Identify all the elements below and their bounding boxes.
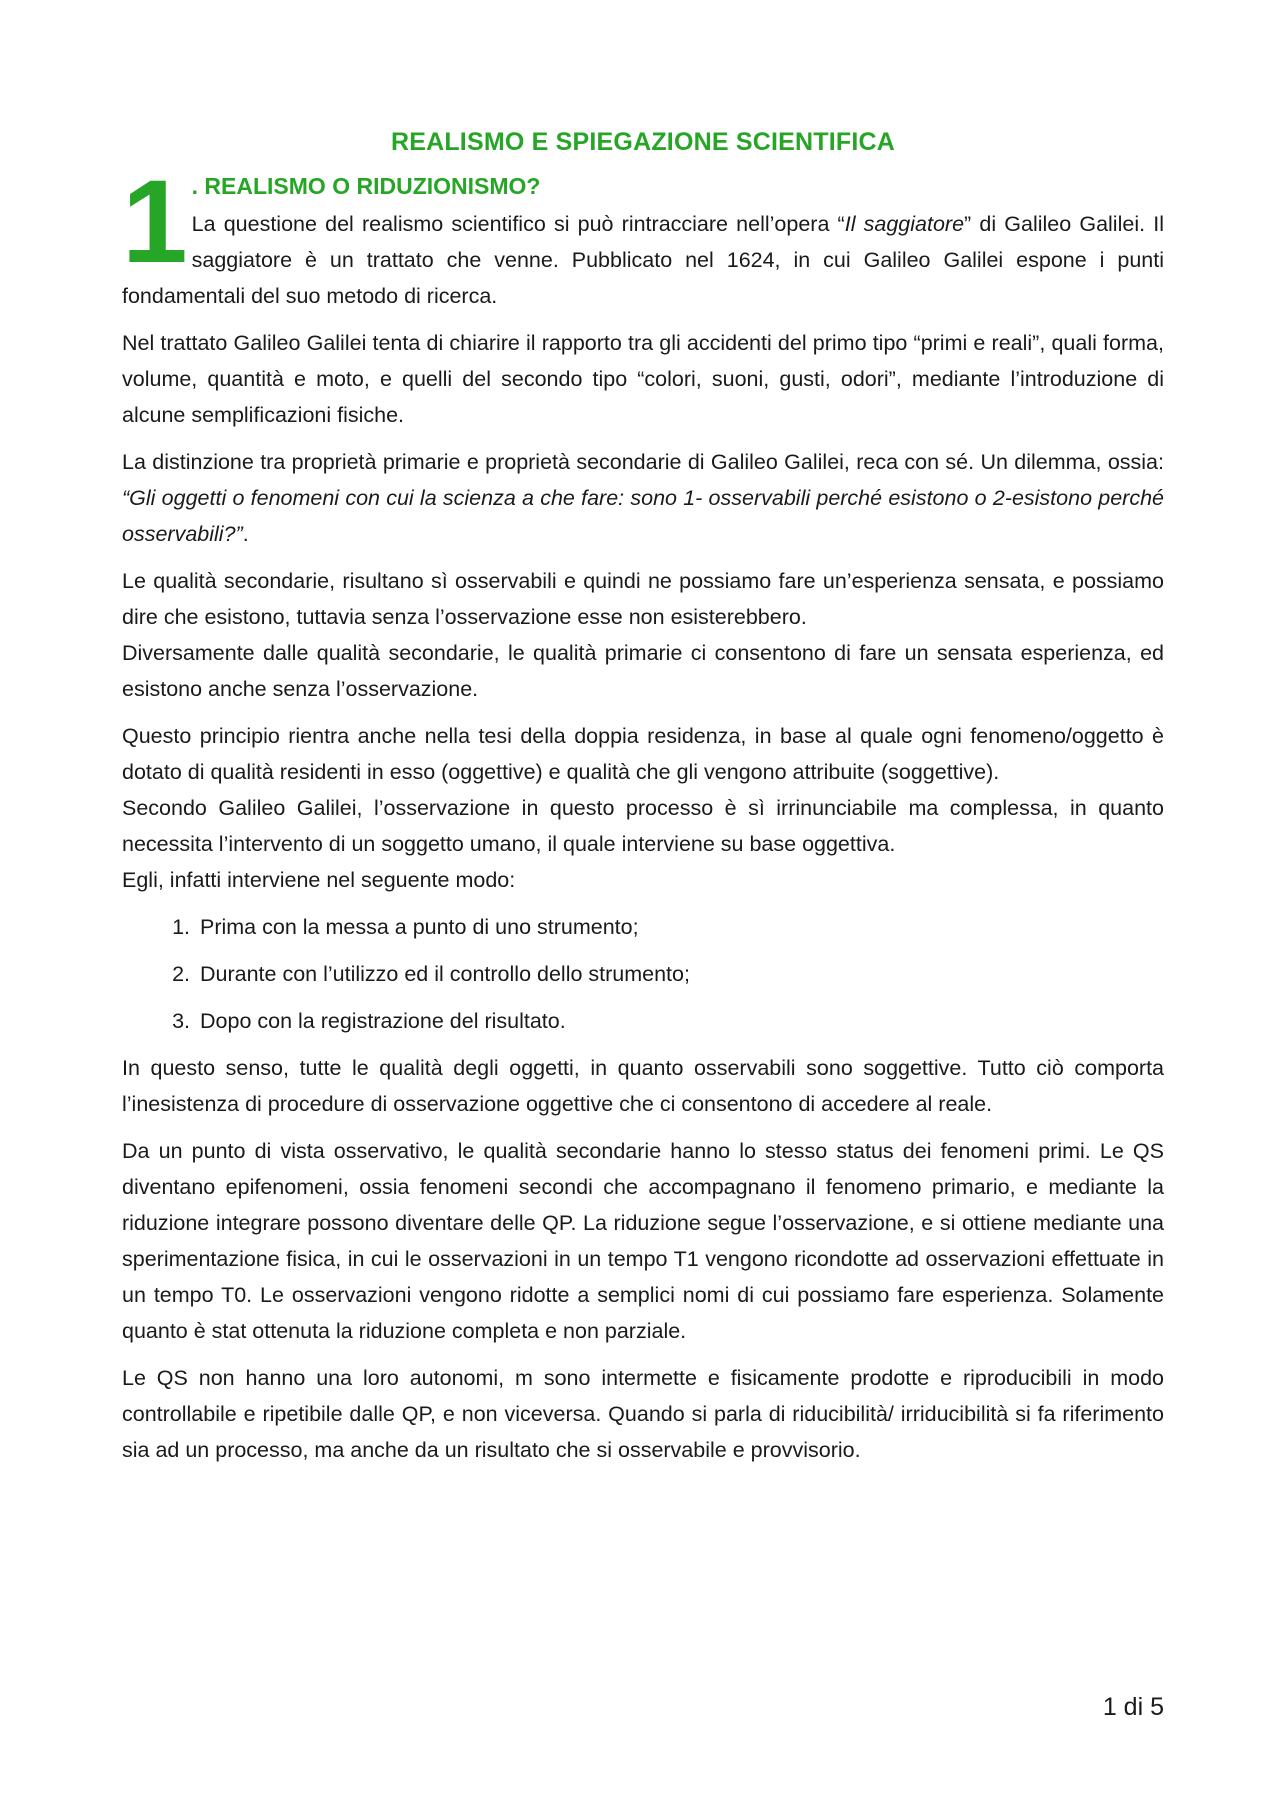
section-heading: . REALISMO O RIDUZIONISMO? <box>191 173 541 199</box>
paragraph-2: Nel trattato Galileo Galilei tenta di chiarire il rapporto tra gli accidenti del primo tipo “primi e reali”, quali forma, volume, quantità e moto, e quelli del secondo tipo “colori, suoni, gusti, odori”, mediante l’introduzione di alcune semplificazioni fisiche. <box>122 331 1164 427</box>
paragraph-7: Secondo Galileo Galilei, l’osservazione in questo processo è sì irrinunciabile ma complessa, in quanto necessita l’intervento di un soggetto umano, il quale interviene su base oggettiva. <box>122 796 1164 856</box>
paragraph-4: Le qualità secondarie, risultano sì osservabili e quindi ne possiamo fare un’esperienza sensata, e possiamo dire che esistono, tuttavia senza l’osservazione esse non esisterebbero. <box>122 569 1164 629</box>
book-title-italic: Il saggiatore <box>844 212 965 236</box>
list-item-text: Dopo con la registrazione del risultato. <box>200 1009 566 1033</box>
list-item <box>122 909 1164 945</box>
paragraph-3 <box>122 444 1164 552</box>
paragraph-11: Le QS non hanno una loro autonomi, m sono intermette e fisicamente prodotte e riproducibili in modo controllabile e ripetibile dalle QP, e non viceversa. Quando si parla di riducibilità/ irriducibilità si fa riferimento sia ad un processo, ma anche da un risultato che si osservabile e provvisorio. <box>122 1366 1164 1462</box>
paragraph-1-text-c: ” di Galileo Galilei. Il saggiatore è un trattato che venne. Pubblicato nel 1624, in cui Galileo Galilei espone i punti fondamentali del suo metodo di ricerca. <box>122 212 1164 308</box>
paragraph-6: Questo principio rientra anche nella tesi della doppia residenza, in base al quale ogni fenomeno/oggetto è dotato di qualità residenti in esso (oggettive) e qualità che gli vengono attribuite (soggettive). <box>122 724 1164 784</box>
list-item-text: Prima con la messa a punto di uno strumento; <box>200 915 639 939</box>
paragraph-10: Da un punto di vista osservativo, le qualità secondarie hanno lo stesso status dei fenomeni primi. Le QS diventano epifenomeni, ossia fenomeni secondi che accompagnano il fenomeno primario, e mediante la riduzione integrare possono diventare delle QP. La riduzione segue l’osservazione, e si ottiene mediante una sperimentazione fisica, in cui le osservazioni in un tempo T1 vengono ricondotte ad osservazioni effettuate in un tempo T0. Le osservazioni vengono ridotte a semplici nomi di cui possiamo fare esperienza. Solamente quanto è stat ottenuta la riduzione completa e non parziale. <box>122 1139 1164 1343</box>
list-item-text: Durante con l’utilizzo ed il controllo dello strumento; <box>200 962 690 986</box>
page-number: 1 di 5 <box>1102 1693 1164 1721</box>
list-item <box>122 1003 1164 1039</box>
list-item <box>122 956 1164 992</box>
paragraph-3-text-a: La distinzione tra proprietà primarie e proprietà secondarie di Galileo Galilei, reca con sé. Un dilemma, ossia: <box>122 450 1164 474</box>
list-item-number: 2. <box>172 962 190 986</box>
paragraph-5: Diversamente dalle qualità secondarie, le qualità primarie ci consentono di fare un sensata esperienza, ed esistono anche senza l’osservazione. <box>122 641 1164 701</box>
paragraph-1-text-a: La questione del realismo scientifico si può rintracciare nell’opera “ <box>191 212 845 236</box>
paragraph-9: In questo senso, tutte le qualità degli oggetti, in quanto osservabili sono soggettive. Tutto ciò comporta l’inesistenza di procedure di osservazione oggettive che ci consentono di accedere al reale. <box>122 1056 1164 1116</box>
list-item-number: 1. <box>172 915 190 939</box>
list-item-number: 3. <box>172 1009 190 1033</box>
paragraph-3-text-c: . <box>242 522 249 546</box>
paragraph-8: Egli, infatti interviene nel seguente modo: <box>122 868 516 892</box>
paragraph-1 <box>122 206 1164 314</box>
document-title: REALISMO E SPIEGAZIONE SCIENTIFICA <box>390 128 896 156</box>
dilemma-quote-italic: “Gli oggetti o fenomeni con cui la scienza a che fare: sono 1- osservabili perché esistono o 2-esistono perché osservabili?” <box>122 486 1164 546</box>
page-content <box>122 124 1164 1479</box>
drop-cap-number: 1 <box>122 156 186 288</box>
numbered-list <box>122 909 1164 1039</box>
